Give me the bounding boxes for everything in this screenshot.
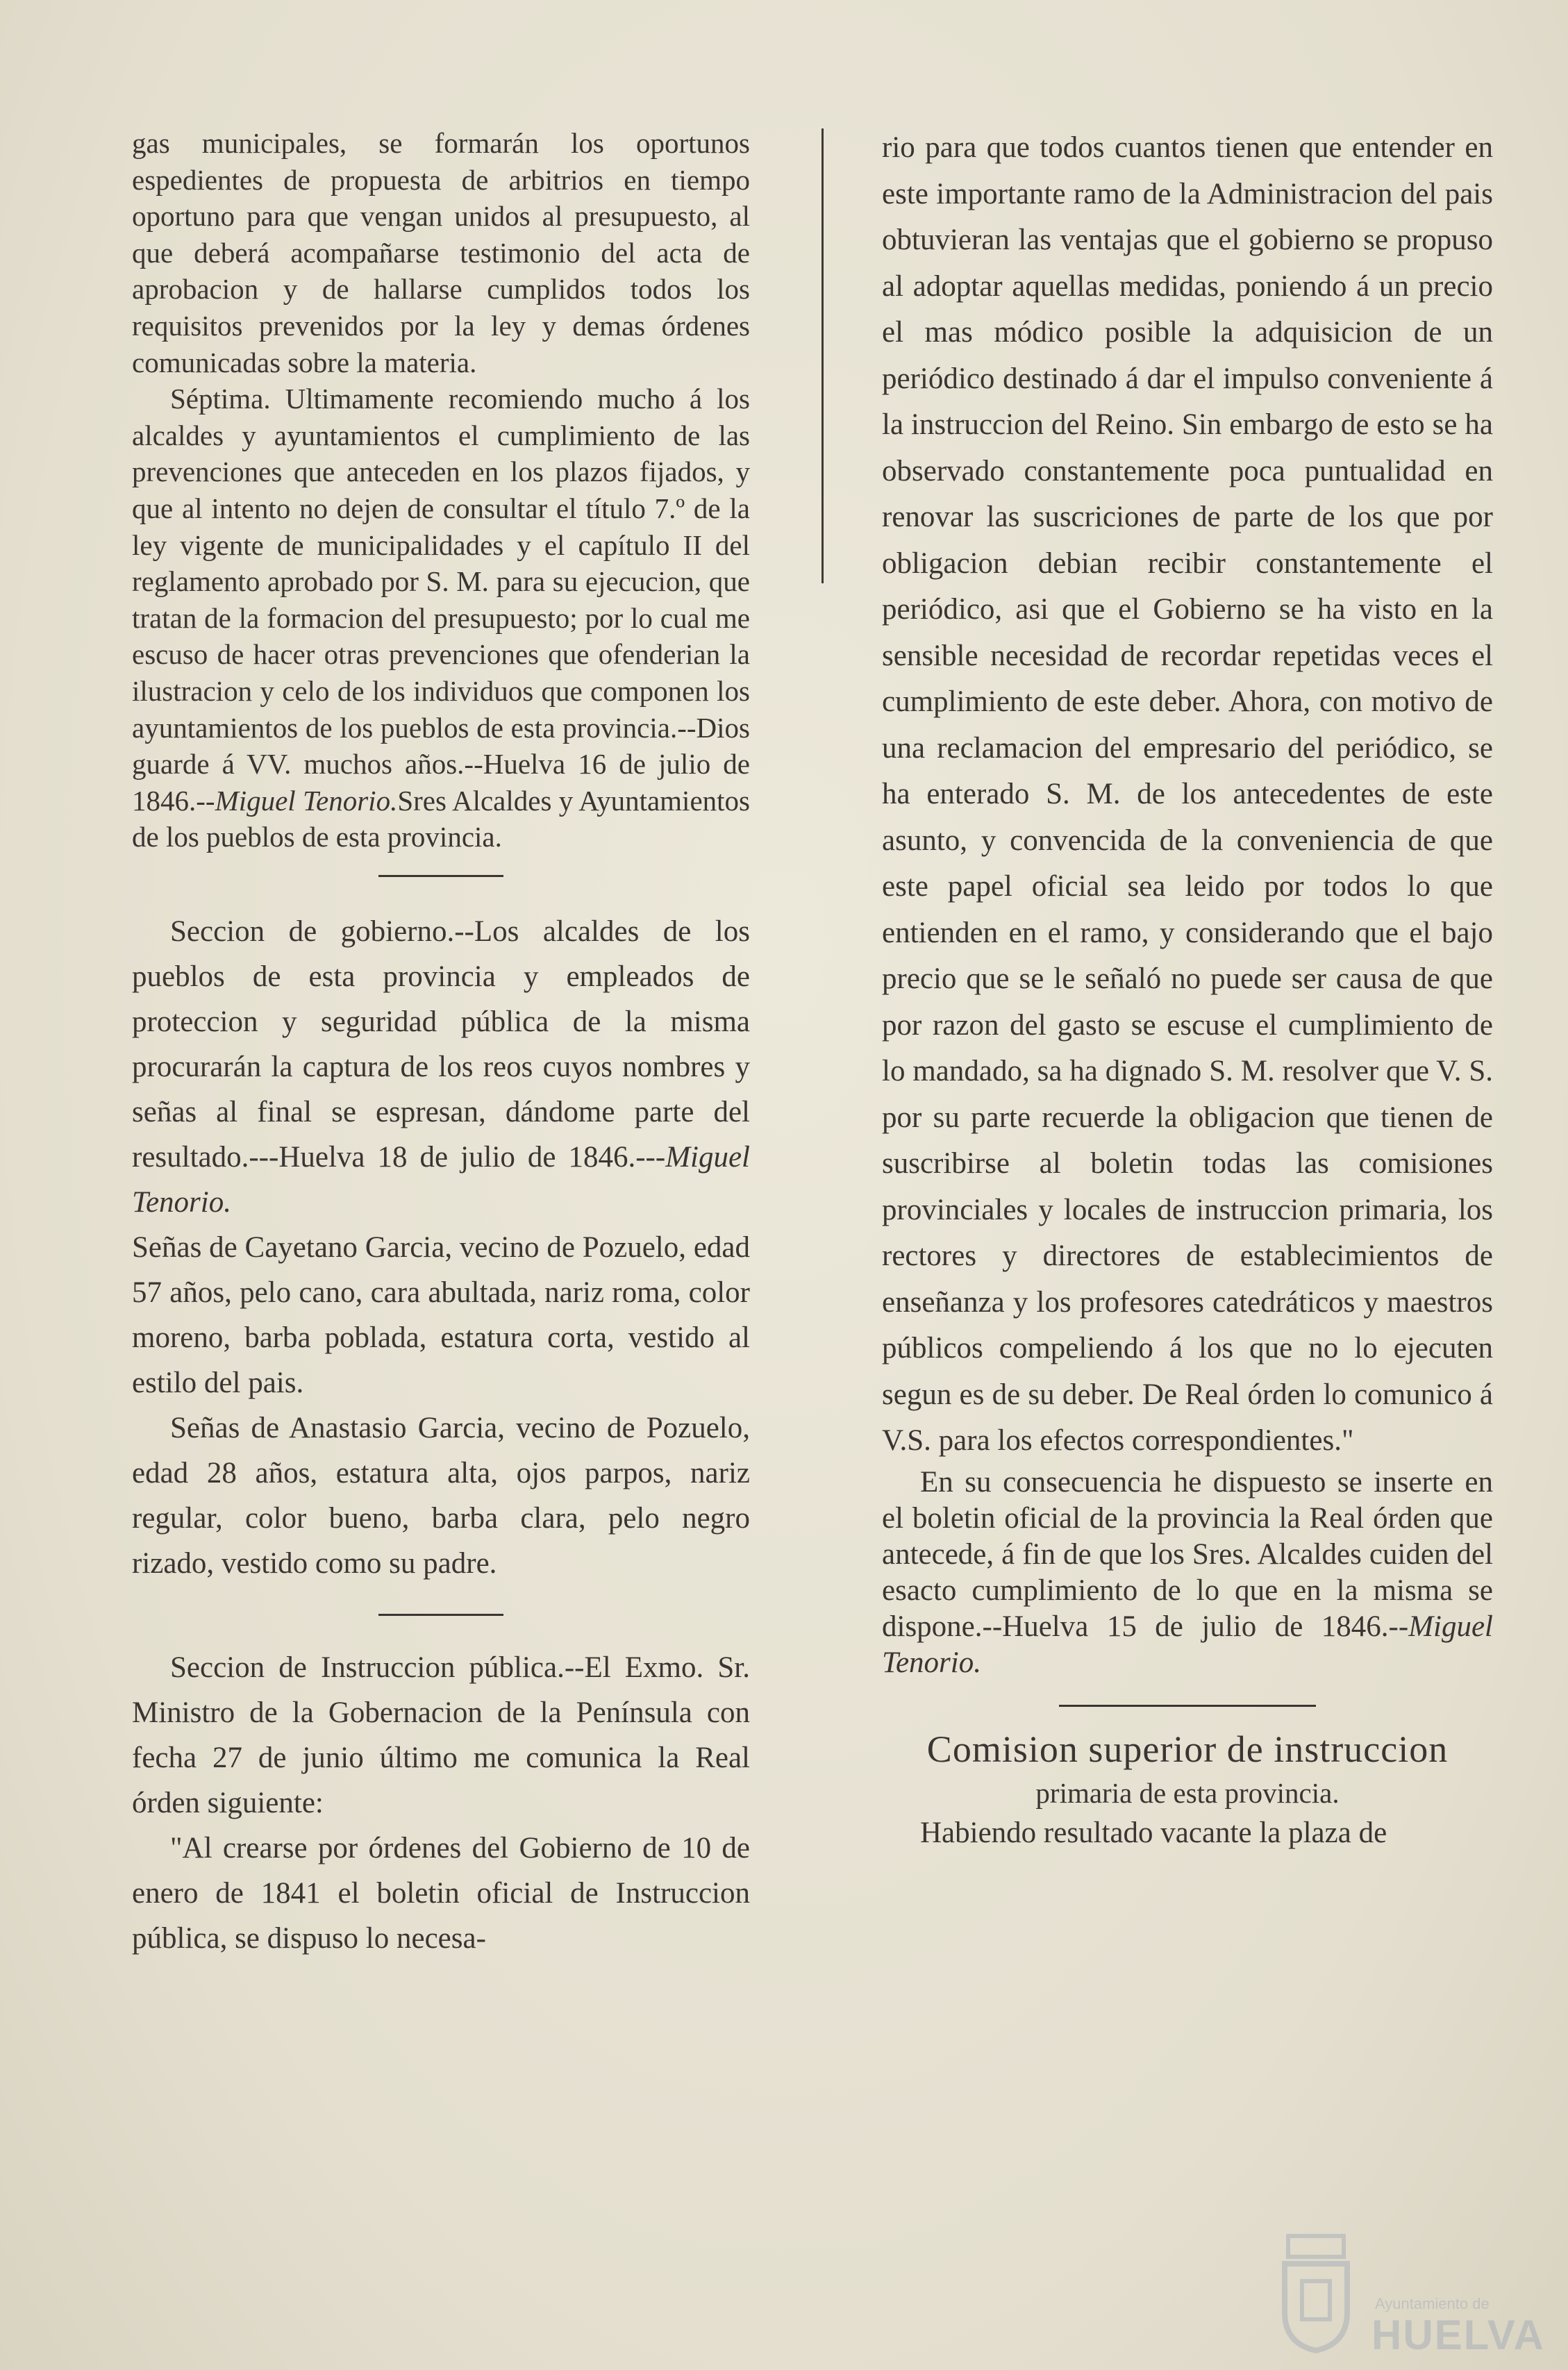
paragraph-seccion-gobierno (132, 909, 750, 1225)
left-column (132, 125, 750, 1961)
paragraph-senas-cayetano: Señas de Cayetano Garcia, vecino de Pozuelo, edad 57 años, pelo cano, cara abultada, nariz roma, color moreno, barba poblada, estatura corta, vestido al estilo del pais. (132, 1230, 750, 1399)
paragraph-consecuencia (882, 1464, 1493, 1681)
signature-tenorio-3: Miguel Tenorio. (882, 1610, 1493, 1679)
paragraph-septima (132, 381, 750, 856)
section-divider (1059, 1705, 1316, 1707)
section-divider (378, 1614, 503, 1616)
watermark-big-text: HUELVA (1371, 2312, 1545, 2358)
watermark-small-text: Ayuntamiento de (1375, 2295, 1490, 2312)
paragraph-vacante: Habiendo resultado vacante la plaza de (920, 1816, 1387, 1849)
paragraph-arbitrios: gas municipales, se formarán los oportunos espedientes de propuesta de arbitrios en tiempo oportuno para que vengan unidos al presupuesto, al que deberá acompañarse testimonio del acta de aprobacion y de hallarse cumplidos todos los requisitos prevenidos por la ley y demas órdenes comunicadas sobre la materia. (132, 127, 750, 378)
paragraph-real-orden-cont: rio para que todos cuantos tienen que entender en este importante ramo de la Administracion del pais obtuvieran las ventajas que el gobierno se propuso al adoptar aquellas medidas, poniendo á un precio el mas módico posible la adquisicion de un periódico destinado á dar el impulso conveniente á la instruccion del Reino. Sin embargo de esto se ha observado constantemente poca puntualidad en renovar las suscriciones de parte de los que por obligacion debian recibir constantemente el periódico, asi que el Gobierno se ha visto en la sensible necesidad de recordar repetidas veces el cumplimiento de este deber. Ahora, con motivo de una reclamacion del empresario del periódico, se ha enterado S. M. de los antecedentes de este asunto, y convencida de la conveniencia de que este papel oficial sea leido por todos lo que entienden en el ramo, y considerando que el bajo precio que se le señaló no puede ser causa de que por razon del gasto se escuse el cumplimiento de lo mandado, sa ha dignado S. M. resolver que V. S. por su parte recuerde la obligacion que tienen de suscribirse al boletin todas las comisiones provinciales y locales de instruccion primaria, los rectores y directores de establecimientos de enseñanza y los profesores catedráticos y maestros públicos compeliendo á los que no lo ejecuten segun es de su deber. De Real órden lo comunico á V.S. para los efectos correspondientes." (882, 131, 1493, 1457)
ayuntamiento-watermark (1271, 2229, 1545, 2358)
paragraph-senas-anastasio: Señas de Anastasio Garcia, vecino de Pozuelo, edad 28 años, estatura alta, ojos parpos, nariz regular, color bueno, barba clara, pelo negro rizado, vestido como su padre. (132, 1411, 750, 1580)
paragraph-seccion-instruccion: Seccion de Instruccion pública.--El Exmo. Sr. Ministro de la Gobernacion de la Península con fecha 27 de junio último me comunica la Real órden siguiente: (132, 1651, 750, 1819)
comision-subheading: primaria de esta provincia. (1035, 1776, 1340, 1809)
column-divider (821, 128, 824, 583)
section-gobierno-block (132, 909, 750, 1586)
septima-text: Séptima. Ultimamente recomiendo mucho á los alcaldes y ayuntamientos el cumplimiento de las prevenciones que anteceden en los plazos fijados, y que al intento no dejen de consultar el título 7.º de la ley vigente de municipalidades y el capítulo II del reglamento aprobado por S. M. para su ejecucion, que tratan de la formacion del presupuesto; por lo cual me escuso de hacer otras prevenciones que ofenderian la ilustracion y celo de los individuos que componen los ayuntamientos de los pueblos de esta provincia.--Dios guarde á VV. muchos años.--Huelva 16 de julio de 1846.-- (132, 383, 750, 817)
seccion-gobierno-text: Seccion de gobierno.--Los alcaldes de los pueblos de esta provincia y empleados de proteccion y seguridad pública de la misma procurarán la captura de los reos cuyos nombres y señas al final se espresan, dándome parte del resultado.---Huelva 18 de julio de 1846.--- (132, 915, 750, 1174)
signature-tenorio-1: Miguel Tenorio. (215, 784, 398, 817)
section-instruccion-block (132, 1645, 750, 1961)
paragraph-real-orden-start: "Al crearse por órdenes del Gobierno de 10 de enero de 1841 el boletin oficial de Instruccion pública, se dispuso lo necesa- (132, 1831, 750, 1955)
comision-heading: Comision superior de instruccion (926, 1728, 1449, 1770)
septima-addressee: Sres Alcaldes y Ayuntamientos de los pueblos de esta provincia. (132, 784, 750, 853)
consecuencia-text: En su consecuencia he dispuesto se inserte en el boletin oficial de la provincia la Real órden que antecede, á fin de que los Sres. Alcaldes cuiden del esacto cumplimiento de lo que en la misma se dispone.--Huelva 15 de julio de 1846.-- (882, 1465, 1493, 1643)
signature-tenorio-2: Miguel Tenorio. (132, 1140, 750, 1219)
section-divider (378, 875, 503, 877)
right-column (882, 125, 1493, 1853)
coat-of-arms-icon (1271, 2229, 1361, 2354)
